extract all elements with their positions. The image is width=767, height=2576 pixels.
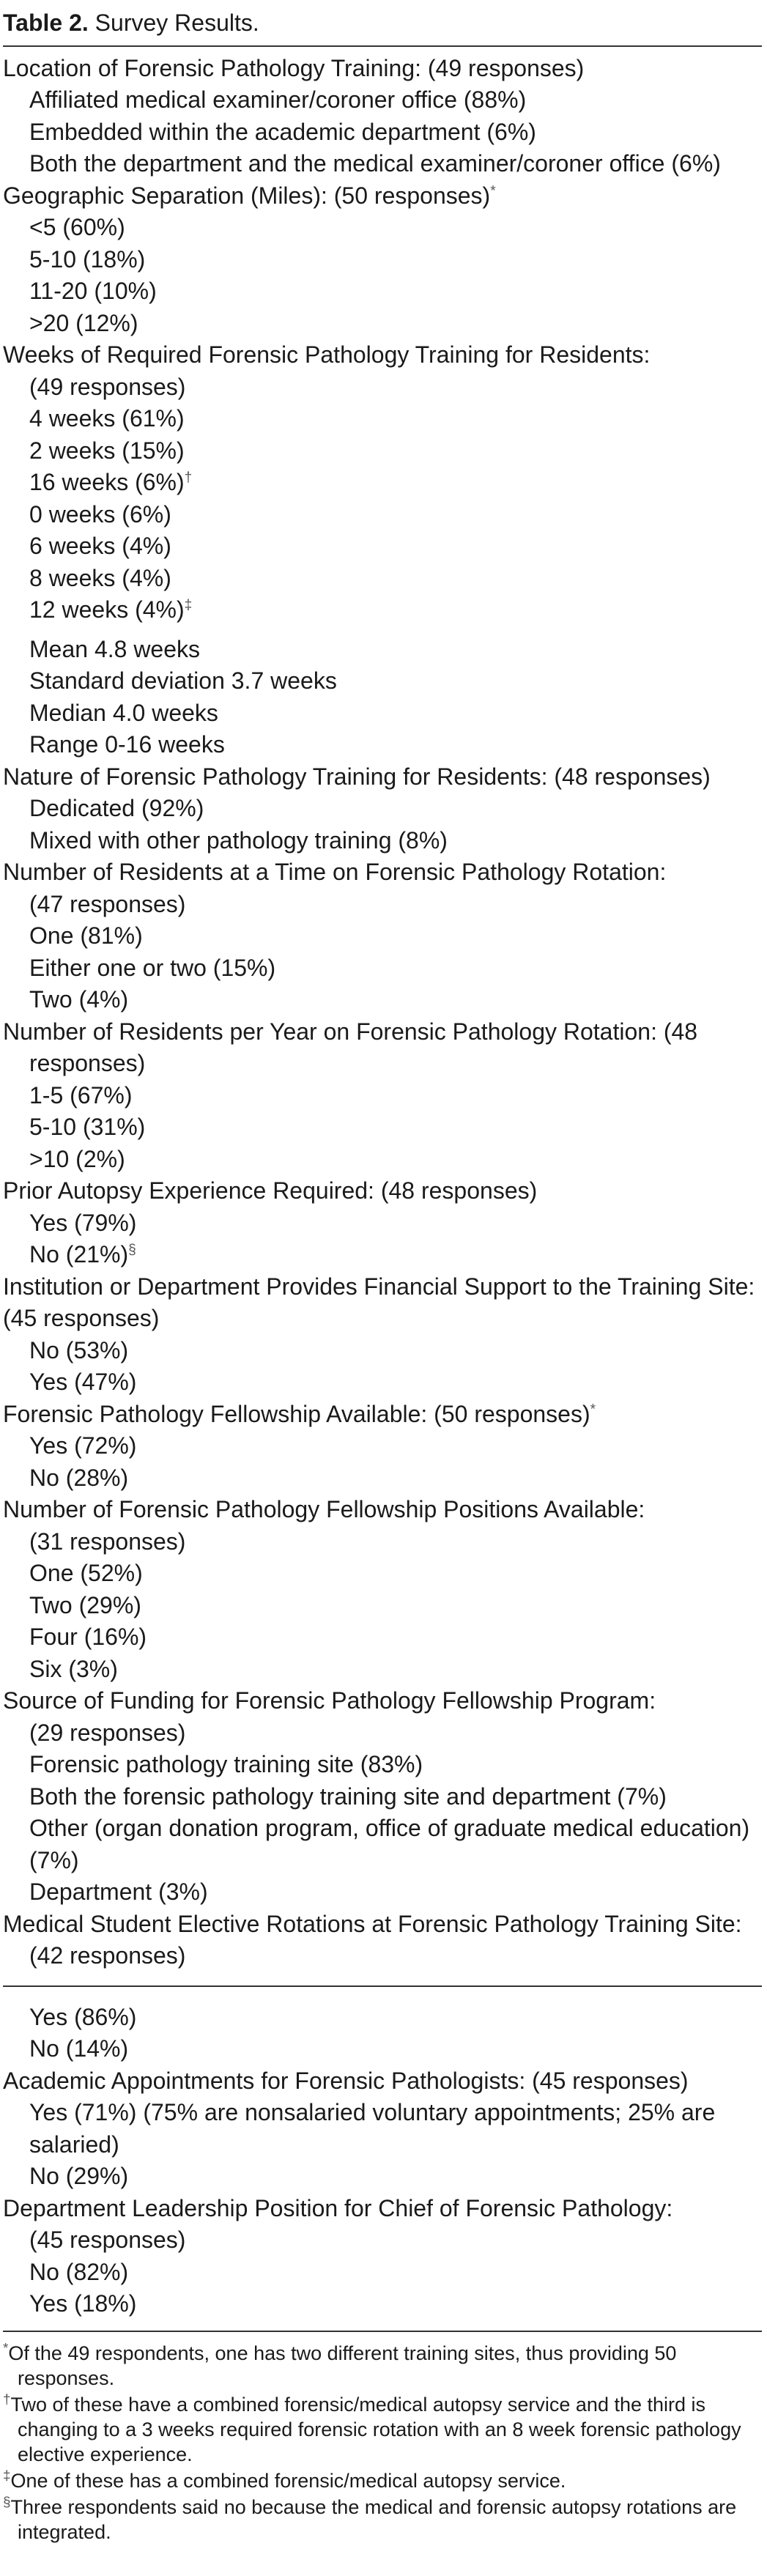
- table-mid-rule: [3, 1985, 762, 1987]
- list-item: [3, 1940, 762, 1972]
- table-sections-part4: [3, 2065, 762, 2320]
- item-text: Forensic pathology training site (83%): [29, 1751, 423, 1777]
- list-item: [3, 1876, 762, 1909]
- list-item: [3, 2257, 762, 2289]
- table-caption-text: Survey Results.: [88, 10, 259, 36]
- section-title: [3, 1016, 762, 1048]
- statistic-line: Mean 4.8 weeks: [29, 635, 201, 662]
- footnote: [3, 2341, 762, 2391]
- item-text: Both the department and the medical examiner/coroner office (6%): [29, 150, 721, 177]
- section-title-text: Number of Residents per Year on Forensic Pathology Rotation: (48: [3, 1018, 698, 1045]
- table-sections-part3: [3, 2002, 762, 2065]
- footnote-text: Three respondents said no because the medical and forensic autopsy rotations are integrated.: [10, 2495, 737, 2543]
- table-section: [3, 1909, 762, 1972]
- section-title: [3, 180, 762, 212]
- footnote-mark: ‡: [184, 597, 193, 613]
- footnote-text: Of the 49 respondents, one has two different training sites, thus providing 50 responses.: [8, 2342, 677, 2389]
- list-item: [3, 116, 762, 149]
- statistic-line: Median 4.0 weeks: [29, 699, 218, 726]
- list-item: [3, 2002, 762, 2034]
- list-item: [3, 275, 762, 308]
- table-footnotes: [3, 2341, 762, 2544]
- item-text: No (28%): [29, 1464, 129, 1491]
- table-sections-part2: [3, 761, 762, 1972]
- list-item: [3, 435, 762, 467]
- list-item: [3, 1111, 762, 1144]
- table-sections-part1: [3, 53, 762, 626]
- section-title: [3, 1909, 762, 1941]
- item-text: 16 weeks (6%): [29, 469, 185, 495]
- list-item: [3, 1366, 762, 1399]
- item-text: Department (3%): [29, 1879, 208, 1905]
- section-title-text: Source of Funding for Forensic Pathology Fellowship Program:: [3, 1687, 656, 1714]
- table-section: [3, 1494, 762, 1685]
- list-item: [3, 984, 762, 1016]
- list-item: [3, 212, 762, 244]
- item-text: Embedded within the academic department (6%): [29, 118, 536, 145]
- section-title-text: Number of Residents at a Time on Forensic Pathology Rotation:: [3, 859, 667, 885]
- footnote-mark: ‡: [3, 2468, 11, 2484]
- section-title-text: Medical Student Elective Rotations at Forensic Pathology Training Site:: [3, 1910, 742, 1937]
- list-item: [3, 2288, 762, 2320]
- footnote-text: Two of these have a combined forensic/medical autopsy service and the third is changing to a 3 weeks required forensic rotation with an 8 week forensic pathology elective experience.: [10, 2393, 741, 2465]
- list-item: [3, 467, 762, 499]
- table-section: [3, 1175, 762, 1271]
- table-section: [3, 1271, 762, 1399]
- item-text: 2 weeks (15%): [29, 437, 185, 464]
- item-text: 5-10 (18%): [29, 245, 146, 273]
- list-item: [3, 2161, 762, 2193]
- item-text: (31 responses): [29, 1528, 186, 1555]
- list-item: [3, 1749, 762, 1781]
- item-text: (42 responses): [29, 1942, 186, 1969]
- section-title-text: Number of Forensic Pathology Fellowship Positions Available:: [3, 1496, 645, 1522]
- item-text: responses): [29, 1050, 146, 1076]
- list-item: [3, 952, 762, 985]
- table-section: [3, 2193, 762, 2320]
- table-section: [3, 1399, 762, 1495]
- footnote-mark: *: [590, 1401, 596, 1417]
- table-section: [3, 339, 762, 626]
- list-item: [3, 1207, 762, 1240]
- section-title: [3, 53, 762, 85]
- footnote-text: One of these has a combined forensic/medical autopsy service.: [10, 2469, 566, 2492]
- list-item: [3, 1813, 762, 1876]
- item-text: One (81%): [29, 922, 143, 949]
- list-item: [3, 1558, 762, 1590]
- item-text: 0 weeks (6%): [29, 500, 171, 528]
- table-section: [3, 856, 762, 1016]
- table-section: [3, 180, 762, 340]
- footnote-mark: †: [184, 470, 193, 486]
- list-item: [3, 1590, 762, 1622]
- item-text: <5 (60%): [29, 214, 125, 240]
- item-text: 8 weeks (4%): [29, 564, 171, 591]
- list-item: [3, 2224, 762, 2257]
- item-text: Yes (47%): [29, 1369, 137, 1395]
- table-section: [3, 1685, 762, 1909]
- item-text: 11-20 (10%): [29, 278, 157, 304]
- item-text: (49 responses): [29, 373, 186, 400]
- list-item: [3, 148, 762, 180]
- list-item: [3, 371, 762, 404]
- table-top-rule: [3, 45, 762, 47]
- list-item: [3, 825, 762, 857]
- table-section: [3, 1016, 762, 1176]
- footnote-mark: §: [128, 1242, 136, 1258]
- item-text: Yes (79%): [29, 1209, 137, 1236]
- item-text: 1-5 (67%): [29, 1081, 133, 1109]
- item-text: Dedicated (92%): [29, 795, 204, 821]
- item-text: >10 (2%): [29, 1145, 125, 1172]
- list-item: [3, 2097, 762, 2161]
- section-title: [3, 1271, 762, 1335]
- table-caption: [3, 7, 762, 40]
- section-title: [3, 856, 762, 889]
- statistic-line: Standard deviation 3.7 weeks: [29, 667, 337, 694]
- list-item: [3, 1462, 762, 1495]
- statistic-line: Range 0-16 weeks: [29, 731, 225, 758]
- list-item: [3, 1654, 762, 1686]
- list-item: [3, 920, 762, 952]
- list-item: [3, 1781, 762, 1813]
- section-title: [3, 1399, 762, 1431]
- item-text: Yes (86%): [29, 2003, 137, 2030]
- item-text: 12 weeks (4%): [29, 596, 185, 623]
- section-title-text: Weeks of Required Forensic Pathology Training for Residents:: [3, 341, 651, 368]
- item-text: Affiliated medical examiner/coroner office (88%): [29, 86, 527, 113]
- list-item: [3, 1048, 762, 1080]
- item-text: Two (4%): [29, 986, 129, 1013]
- section-title-text: Department Leadership Position for Chief of Forensic Pathology:: [3, 2194, 673, 2221]
- item-text: Four (16%): [29, 1624, 147, 1650]
- item-text: Other (organ donation program, office of graduate medical education) (7%): [29, 1815, 750, 1873]
- list-item: [3, 308, 762, 340]
- section-title-text: Institution or Department Provides Financial Support to the Training Site: (45 responses): [3, 1273, 755, 1331]
- section-title: [3, 1494, 762, 1526]
- section-title-text: Academic Appointments for Forensic Pathologists: (45 responses): [3, 2067, 689, 2094]
- footnote: [3, 2468, 762, 2493]
- list-item: [3, 1717, 762, 1750]
- survey-results-table: [3, 7, 762, 2546]
- section-title: [3, 761, 762, 793]
- section-title: [3, 1175, 762, 1207]
- item-text: 6 weeks (4%): [29, 533, 171, 559]
- list-item: [3, 793, 762, 825]
- list-item: [3, 1621, 762, 1654]
- list-item: [3, 1080, 762, 1112]
- list-item: [3, 84, 762, 116]
- list-item: [3, 1239, 762, 1271]
- list-item: [3, 1526, 762, 1558]
- list-item: [3, 1430, 762, 1462]
- footnote-mark: §: [3, 2494, 11, 2510]
- item-text: Yes (71%) (75% are nonsalaried voluntary appointments; 25% are salaried): [29, 2099, 716, 2158]
- footnote-mark: †: [3, 2391, 11, 2407]
- footnote-mark: *: [3, 2340, 9, 2356]
- section-title-text: Location of Forensic Pathology Training: (49 responses): [3, 54, 585, 81]
- list-item: [3, 530, 762, 563]
- section-title: [3, 1685, 762, 1717]
- table-section: [3, 761, 762, 857]
- list-item: [3, 499, 762, 531]
- training-weeks-statistics: [3, 634, 762, 761]
- item-text: Both the forensic pathology training site and department (7%): [29, 1783, 667, 1810]
- item-text: Yes (72%): [29, 1432, 137, 1459]
- item-text: (45 responses): [29, 2227, 186, 2253]
- item-text: Mixed with other pathology training (8%): [29, 826, 448, 854]
- item-text: No (29%): [29, 2163, 129, 2189]
- section-title-text: Prior Autopsy Experience Required: (48 responses): [3, 1177, 538, 1204]
- item-text: No (14%): [29, 2035, 129, 2062]
- item-text: 5-10 (31%): [29, 1114, 146, 1140]
- list-item: [3, 403, 762, 435]
- list-item: [3, 2033, 762, 2065]
- section-title-text: Forensic Pathology Fellowship Available: (50 responses): [3, 1400, 590, 1427]
- list-item: [3, 1144, 762, 1176]
- section-title-text: Geographic Separation (Miles): (50 responses): [3, 182, 491, 209]
- footnote: [3, 2392, 762, 2467]
- item-text: >20 (12%): [29, 309, 138, 336]
- item-text: Two (29%): [29, 1591, 141, 1618]
- footnote-mark: *: [490, 182, 496, 199]
- list-item: [3, 594, 762, 626]
- list-item: [3, 244, 762, 276]
- item-text: Six (3%): [29, 1655, 118, 1682]
- table-section: [3, 53, 762, 180]
- item-text: No (53%): [29, 1336, 129, 1363]
- footnote: [3, 2495, 762, 2544]
- item-text: One (52%): [29, 1560, 143, 1586]
- list-item: [3, 889, 762, 921]
- list-item: [3, 1335, 762, 1367]
- section-title: [3, 2193, 762, 2225]
- item-text: (29 responses): [29, 1719, 186, 1746]
- item-text: (47 responses): [29, 890, 186, 917]
- section-title: [3, 339, 762, 371]
- table-section: [3, 2065, 762, 2193]
- section-title: [3, 2065, 762, 2098]
- section-title-text: Nature of Forensic Pathology Training for Residents: (48 responses): [3, 763, 711, 790]
- item-text: No (82%): [29, 2258, 129, 2285]
- list-item: [3, 563, 762, 595]
- item-text: Either one or two (15%): [29, 954, 276, 981]
- item-text: 4 weeks (61%): [29, 405, 185, 432]
- table-caption-label: Table 2.: [3, 10, 89, 36]
- table-bottom-rule: [3, 2331, 762, 2332]
- item-text: Yes (18%): [29, 2290, 137, 2317]
- stats-gap: [3, 626, 762, 634]
- item-text: No (21%): [29, 1241, 129, 1267]
